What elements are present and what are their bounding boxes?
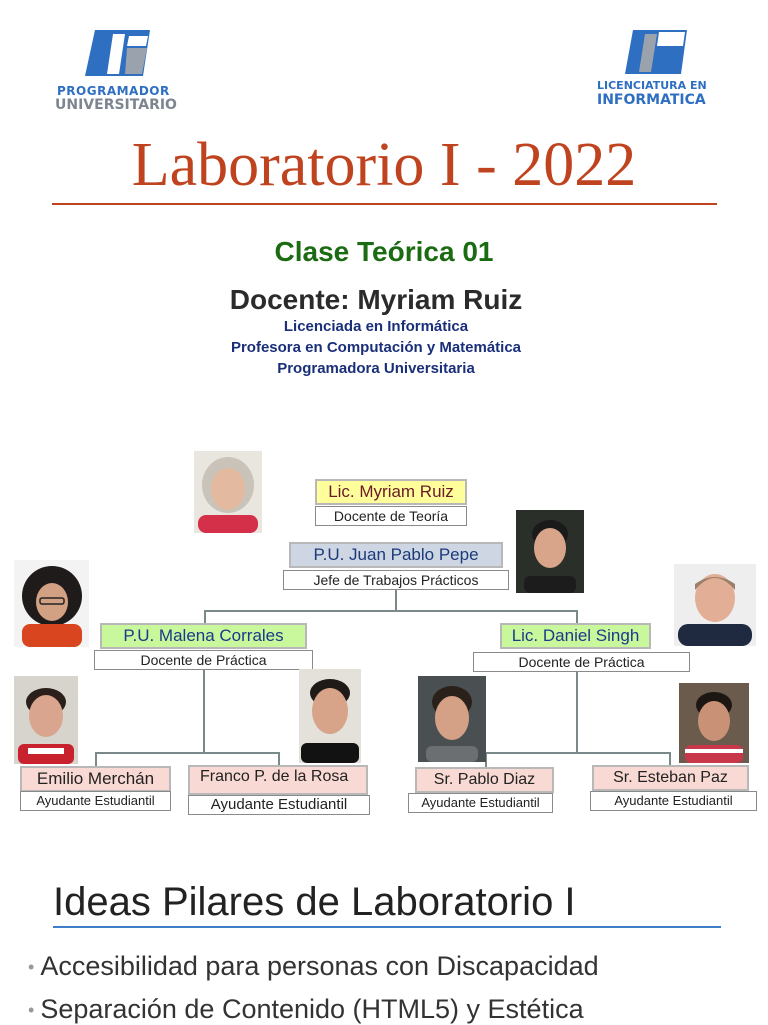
pillars-heading: Ideas Pilares de Laboratorio I	[53, 880, 576, 924]
credential-2: Profesora en Computación y Matemática	[230, 339, 522, 356]
logo-right-line1: LICENCIATURA EN	[597, 79, 707, 92]
portrait-man-icon	[299, 669, 361, 763]
pillar-item	[28, 951, 599, 982]
bullet-icon: •	[28, 957, 35, 978]
photo-assistant-1	[14, 676, 78, 764]
assistant-2-name: Franco P. de la Rosa	[188, 765, 368, 795]
practice-right-role: Docente de Práctica	[473, 652, 690, 672]
programador-universitario-logo	[55, 28, 185, 114]
assistant-1-role: Ayudante Estudiantil	[20, 791, 171, 811]
photo-assistant-3	[418, 676, 486, 762]
assistant-3-name: Sr. Pablo Diaz	[415, 767, 554, 793]
photo-practice-right	[674, 564, 756, 646]
photo-theory-teacher	[194, 451, 262, 533]
practice-right-name: Lic. Daniel Singh	[500, 623, 651, 649]
theory-teacher-role: Docente de Teoría	[315, 506, 467, 526]
informatica-logo-mark-icon	[595, 28, 725, 78]
credential-3: Programadora Universitaria	[277, 360, 475, 377]
title-divider	[52, 203, 717, 205]
logo-right-line2: INFORMATICA	[597, 92, 706, 108]
connector-right-trunk	[576, 672, 578, 754]
portrait-man-icon	[418, 676, 486, 762]
photo-assistant-4	[679, 683, 749, 763]
page-title: Laboratorio I - 2022	[131, 131, 637, 199]
assistant-2-role: Ayudante Estudiantil	[188, 795, 370, 815]
pillar-item	[28, 994, 584, 1025]
connector-left-trunk	[203, 670, 205, 752]
pillar-item-text: Separación de Contenido (HTML5) y Estética	[40, 994, 584, 1024]
photo-assistant-2	[299, 669, 361, 763]
teacher-name: Docente: Myriam Ruiz	[229, 284, 523, 315]
assistant-3-role: Ayudante Estudiantil	[408, 793, 553, 813]
jtp-name: P.U. Juan Pablo Pepe	[289, 542, 503, 568]
practice-left-name: P.U. Malena Corrales	[100, 623, 307, 649]
programador-logo-mark-icon	[55, 28, 185, 84]
connector-left-bar	[95, 752, 280, 754]
theory-teacher-name: Lic. Myriam Ruiz	[315, 479, 467, 505]
portrait-man-icon	[679, 683, 749, 763]
assistant-4-name: Sr. Esteban Paz	[592, 765, 749, 791]
class-subtitle: Clase Teórica 01	[274, 236, 494, 267]
assistant-1-name: Emilio Merchán	[20, 766, 171, 792]
pillars-divider	[53, 926, 721, 928]
logo-left-line1: PROGRAMADOR	[57, 84, 170, 98]
portrait-man-icon	[14, 676, 78, 764]
jtp-role: Jefe de Trabajos Prácticos	[283, 570, 509, 590]
connector-top-horizontal	[204, 610, 578, 612]
portrait-man-icon	[674, 564, 756, 646]
connector-jtp-down	[395, 590, 397, 612]
logo-left-line2: UNIVERSITARIO	[55, 97, 177, 113]
portrait-woman-icon	[194, 451, 262, 533]
portrait-woman-icon	[14, 560, 89, 647]
connector-right-bar	[485, 752, 671, 754]
assistant-4-role: Ayudante Estudiantil	[590, 791, 757, 811]
portrait-man-icon	[516, 510, 584, 593]
credential-1: Licenciada en Informática	[283, 318, 469, 335]
bullet-icon: •	[28, 1000, 35, 1021]
practice-left-role: Docente de Práctica	[94, 650, 313, 670]
photo-jtp	[516, 510, 584, 593]
photo-practice-left	[14, 560, 89, 647]
licenciatura-informatica-logo	[595, 28, 725, 114]
pillar-item-text: Accesibilidad para personas con Discapacidad	[40, 951, 599, 981]
